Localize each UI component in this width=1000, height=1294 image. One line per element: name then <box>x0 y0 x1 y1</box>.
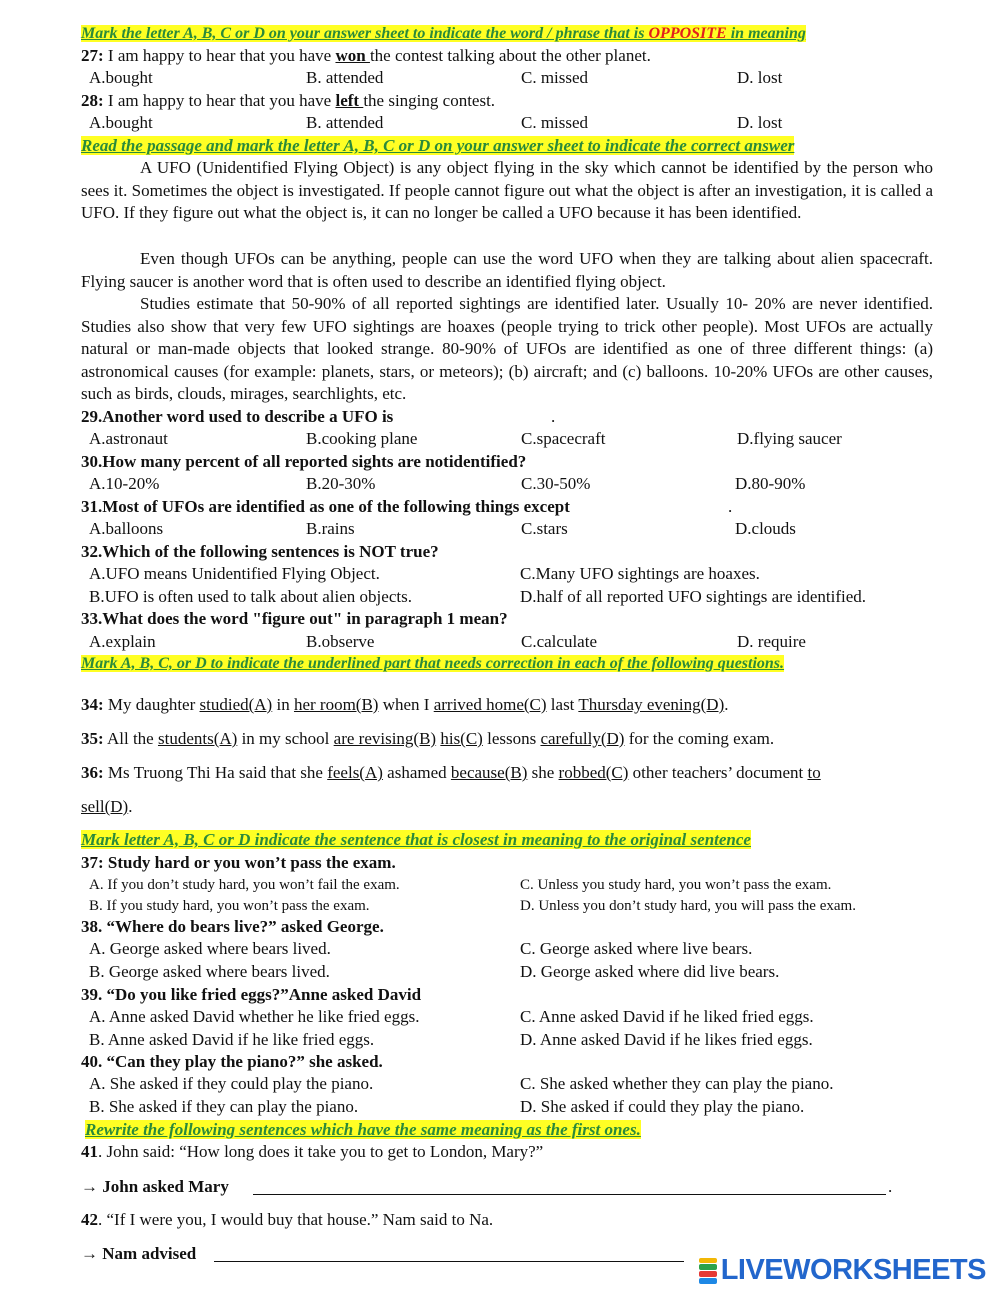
option-c[interactable]: C.spacecraft <box>521 429 606 448</box>
question-42: 42. “If I were you, I would buy that house.” Nam said to Na. <box>81 1210 494 1229</box>
option-a[interactable]: A. She asked if they could play the piano. <box>89 1074 374 1093</box>
section-instruction-error-correction: Mark A, B, C, or D to indicate the underlined part that needs correction in each of the following questions. <box>81 655 785 672</box>
option-d[interactable]: D. lost <box>737 68 783 87</box>
option-c[interactable]: C.30-50% <box>521 474 591 493</box>
option-a[interactable]: A.bought <box>89 68 153 87</box>
option-b[interactable]: B.observe <box>306 632 375 651</box>
liveworksheets-logo <box>699 1254 986 1287</box>
question-30: 30.How many percent of all reported sights are notidentified? <box>81 452 527 471</box>
option-c[interactable]: C. Anne asked David if he liked fried eggs. <box>520 1007 814 1026</box>
underlined-part-d[interactable]: Thursday evening(D) <box>578 695 725 714</box>
option-b[interactable]: B. George asked where bears lived. <box>89 962 330 981</box>
option-b[interactable]: B.UFO is often used to talk about alien objects. <box>89 587 412 606</box>
option-a[interactable]: A.bought <box>89 113 153 132</box>
option-d[interactable]: D.flying saucer <box>737 429 842 448</box>
option-a[interactable]: A.10-20% <box>89 474 160 493</box>
question-42-answer-blank[interactable] <box>214 1261 684 1262</box>
question-35: 35: All the students(A) in my school are revising(B) his(C) lessons carefully(D) for the coming exam. <box>81 729 775 748</box>
option-d[interactable]: D. Unless you don’t study hard, you will pass the exam. <box>520 898 856 914</box>
question-33: 33.What does the word "figure out" in paragraph 1 mean? <box>81 609 508 628</box>
option-d[interactable]: D. lost <box>737 113 783 132</box>
option-c[interactable]: C.calculate <box>521 632 597 651</box>
option-c[interactable]: C. missed <box>521 68 589 87</box>
question-41: 41. John said: “How long does it take you to get to London, Mary?” <box>81 1142 544 1161</box>
option-c[interactable]: C. Unless you study hard, you won’t pass the exam. <box>520 877 832 893</box>
underlined-part-c[interactable]: arrived home(C) <box>433 695 547 714</box>
option-b[interactable]: B. She asked if they can play the piano. <box>89 1097 359 1116</box>
option-b[interactable]: B. attended <box>306 113 384 132</box>
option-a[interactable]: A.explain <box>89 632 156 651</box>
underlined-part-a[interactable]: feels(A) <box>327 763 383 782</box>
passage-paragraph-2: Even though UFOs can be anything, people can use the word UFO when they are talking about alien spacecraft. Flying saucer is another word that is often used to describe an identified flying object. <box>81 249 933 291</box>
question-42-answer-prompt: → Nam advised <box>81 1244 197 1263</box>
logo-text: LIVEWORKSHEETS <box>720 1254 986 1286</box>
underlined-part-b[interactable]: because(B) <box>450 763 528 782</box>
question-28: 28: I am happy to hear that you have left the singing contest. <box>81 91 496 110</box>
underlined-part-b[interactable]: her room(B) <box>293 695 379 714</box>
option-a[interactable]: A. If you don’t study hard, you won’t fail the exam. <box>89 877 400 893</box>
question-41-end-dot: . <box>888 1177 893 1196</box>
option-c[interactable]: C. missed <box>521 113 589 132</box>
option-c[interactable]: C. She asked whether they can play the piano. <box>520 1074 834 1093</box>
option-a[interactable]: A. George asked where bears lived. <box>89 939 331 958</box>
option-d[interactable]: D.clouds <box>735 519 796 538</box>
section-instruction-opposite <box>81 23 806 45</box>
underlined-part-d-start[interactable]: to <box>807 763 821 782</box>
option-b[interactable]: B.20-30% <box>306 474 376 493</box>
question-29-blank-dot: . <box>551 407 556 426</box>
option-d[interactable]: D. Anne asked David if he likes fried eggs. <box>520 1030 813 1049</box>
question-41-answer-blank[interactable] <box>253 1194 886 1195</box>
section-instruction-rewrite: Rewrite the following sentences which have the same meaning as the first ones. <box>85 1120 641 1139</box>
underlined-part-a[interactable]: studied(A) <box>199 695 273 714</box>
option-d[interactable]: D.half of all reported UFO sightings are identified. <box>520 587 867 606</box>
option-c[interactable]: C. George asked where live bears. <box>520 939 753 958</box>
question-38: 38. “Where do bears live?” asked George. <box>81 917 384 936</box>
option-c[interactable]: C.stars <box>521 519 568 538</box>
question-41-answer-prompt: → John asked Mary <box>81 1177 229 1196</box>
option-b[interactable]: B. Anne asked David if he like fried eggs. <box>89 1030 375 1049</box>
section-instruction-reading: Read the passage and mark the letter A, B, C or D on your answer sheet to indicate the correct answer <box>81 136 795 155</box>
option-d[interactable]: D. George asked where did live bears. <box>520 962 780 981</box>
question-29: 29.Another word used to describe a UFO is <box>81 407 394 426</box>
question-27: 27: I am happy to hear that you have won the contest talking about the other planet. <box>81 46 651 65</box>
logo-mark-icon <box>699 1258 717 1284</box>
option-a[interactable]: A.astronaut <box>89 429 168 448</box>
question-37: 37: Study hard or you won’t pass the exam. <box>81 853 396 872</box>
option-b[interactable]: B.cooking plane <box>306 429 418 448</box>
question-32: 32.Which of the following sentences is NOT true? <box>81 542 439 561</box>
passage-paragraph-3: Studies estimate that 50-90% of all reported sightings are identified later. Usually 10- 20% are never identified. Studies also show that very few UFO sightings are hoaxes (people trying to trick other people). Most UFOs are actually natural or man-made objects that looked strange. 80-90% of UFOs are identified as one of three different things: (a) astronomical causes (for example: planets, stars, or meteors); (b) aircraft; and (c) balloons. 10-20% UFOs are other causes, such as birds, clouds, mirages, searchlights, etc. <box>81 294 933 403</box>
question-39: 39. “Do you like fried eggs?”Anne asked David <box>81 985 422 1004</box>
option-d[interactable]: D.80-90% <box>735 474 806 493</box>
question-31: 31.Most of UFOs are identified as one of the following things except <box>81 497 570 516</box>
question-31-blank-dot: . <box>728 497 733 516</box>
question-40: 40. “Can they play the piano?” she asked. <box>81 1052 383 1071</box>
option-a[interactable]: A.UFO means Unidentified Flying Object. <box>89 564 380 583</box>
underlined-part-c[interactable]: his(C) <box>440 729 483 748</box>
passage-paragraph-1: A UFO (Unidentified Flying Object) is any object flying in the sky which cannot be identified by the person who sees it. Sometimes the object is investigated. If people cannot figure out what the object is after an investigation, it is called a UFO. If they figure out what the object is, it can no longer be called a UFO because it has been identified. <box>81 158 933 222</box>
underlined-part-d[interactable]: carefully(D) <box>540 729 625 748</box>
instruction-text: Mark the letter A, B, C or D on your answer sheet to indicate the word / phrase that is OPPOSITE in meaning <box>81 25 806 42</box>
underlined-part-d-end[interactable]: sell(D) <box>81 797 129 816</box>
option-d[interactable]: D. require <box>737 632 806 651</box>
option-d[interactable]: D. She asked if could they play the piano. <box>520 1097 805 1116</box>
question-36: 36: Ms Truong Thi Ha said that she feels(A) ashamed because(B) she robbed(C) other teachers’ document to <box>81 763 821 782</box>
option-b[interactable]: B.rains <box>306 519 355 538</box>
question-34: 34: My daughter studied(A) in her room(B) when I arrived home(C) last Thursday evening(D). <box>81 695 729 714</box>
underlined-part-b[interactable]: are revising(B) <box>333 729 437 748</box>
option-b[interactable]: B. attended <box>306 68 384 87</box>
underlined-part-a[interactable]: students(A) <box>157 729 238 748</box>
option-a[interactable]: A. Anne asked David whether he like fried eggs. <box>89 1007 420 1026</box>
underlined-part-c[interactable]: robbed(C) <box>558 763 629 782</box>
option-a[interactable]: A.balloons <box>89 519 164 538</box>
option-c[interactable]: C.Many UFO sightings are hoaxes. <box>520 564 760 583</box>
question-36-continued: sell(D). <box>81 797 133 816</box>
section-instruction-closest-meaning: Mark letter A, B, C or D indicate the sentence that is closest in meaning to the original sentence <box>81 830 751 849</box>
option-b[interactable]: B. If you study hard, you won’t pass the exam. <box>89 898 370 914</box>
